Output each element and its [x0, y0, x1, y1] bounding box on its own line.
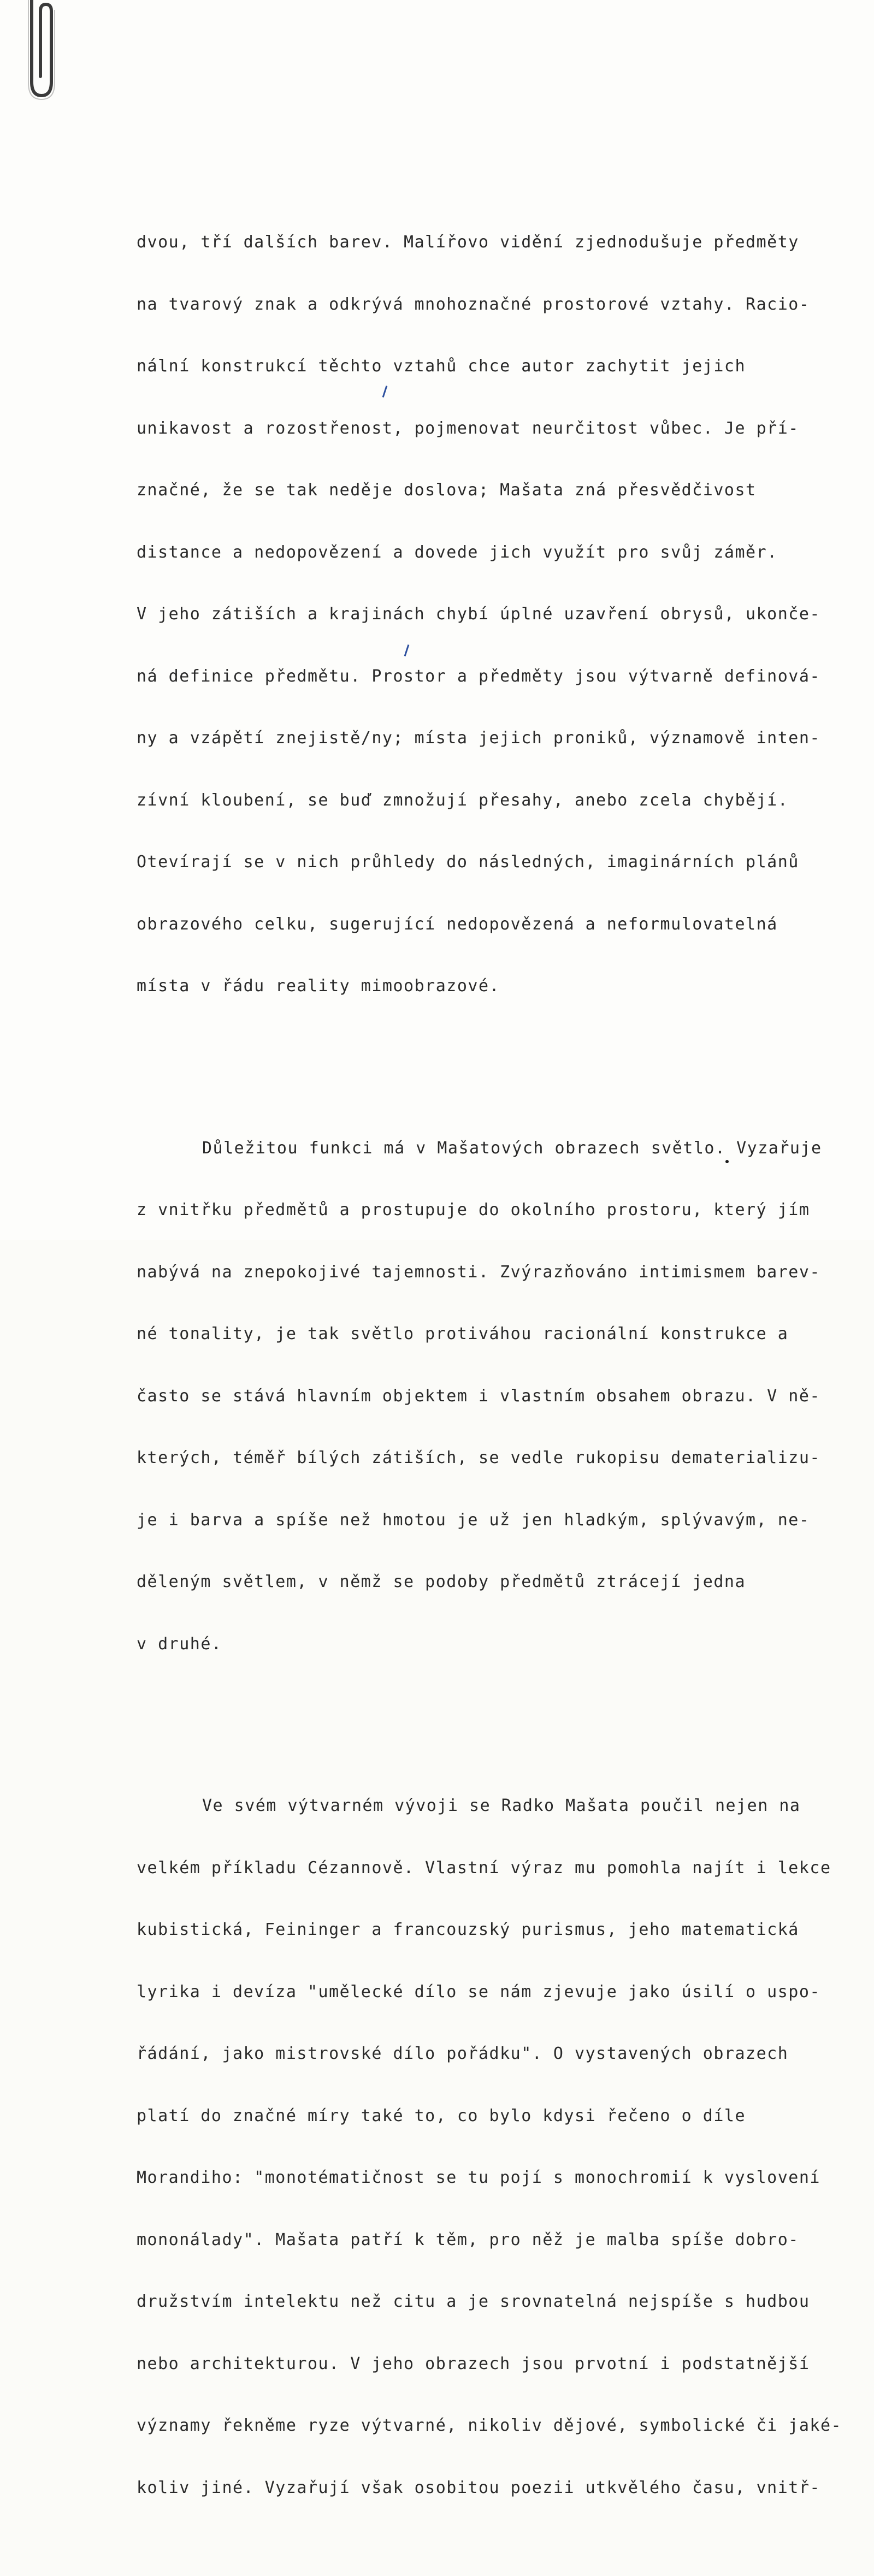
text-line: unikavost a rozostřenost, pojmenovat neurčitost vůbec. Je pří-	[137, 418, 799, 438]
text-line: Ve svém výtvarném vývoji se Radko Mašata poučil nejen na	[202, 1796, 801, 1815]
text-line: Důležitou funkci má v Mašatových obrazech světlo. Vyzařuje	[202, 1138, 822, 1158]
text-line: V jeho zátiších a krajinách chybí úplné uzavření obrysů, ukonče-	[137, 605, 820, 624]
text-line: družstvím intelektu než citu a je srovnatelná nejspíše s hudbou	[137, 2292, 810, 2311]
text-line: velkém příkladu Cézannově. Vlastní výraz mu pomohla najít i lekce	[137, 1858, 831, 1878]
text-line: kubistická, Feininger a francouzský purismus, jeho matematická	[137, 1920, 799, 1939]
text-line: obrazového celku, sugerující nedopovězená a neformulovatelná	[137, 914, 778, 934]
paper-speck	[725, 1160, 729, 1163]
paperclip-icon	[15, 0, 59, 104]
text-line: často se stává hlavním objektem i vlastním obsahem obrazu. V ně-	[137, 1386, 820, 1406]
text-line: ny a vzápětí znejistě/ny; místa jejich proniků, významově inten-	[137, 729, 820, 748]
text-line: dvou, tří dalších barev. Malířovo vidění zjednodušuje předměty	[137, 233, 799, 252]
text-line: nebo architekturou. V jeho obrazech jsou prvotní i podstatnější	[137, 2354, 810, 2373]
text-line: nální konstrukcí těchto vztahů chce autor zachytit jejich	[137, 357, 746, 376]
text-line: mononálady". Mašata patří k těm, pro něž je malba spíše dobro-	[137, 2230, 799, 2249]
text-line: ná definice předmětu. Prostor a předměty jsou výtvarně definová-	[137, 666, 820, 686]
text-line: významy řekněme ryze výtvarné, nikoliv dějové, symbolické či jaké-	[137, 2416, 842, 2435]
text-line: nabývá na znepokojivé tajemnosti. Zvýrazňováno intimismem barev-	[137, 1262, 820, 1282]
text-line: lyrika i devíza "umělecké dílo se nám zjevuje jako úsilí o uspo-	[137, 1982, 820, 2001]
typewritten-text	[137, 154, 863, 2576]
text-line: platí do značné míry také to, co bylo kdysi řečeno o díle	[137, 2106, 746, 2125]
text-line: místa v řádu reality mimoobrazové.	[137, 976, 500, 996]
text-line: né tonality, je tak světlo protiváhou racionální konstrukce a	[137, 1324, 789, 1343]
paragraph-3	[137, 1756, 863, 2538]
text-line: Otevírají se v nich průhledy do následných, imaginárních plánů	[137, 852, 799, 872]
text-line: koliv jiné. Vyzařují však osobitou poezii utkvělého času, vnitř-	[137, 2478, 820, 2497]
paragraph-2	[137, 1098, 863, 1695]
text-line: řádání, jako mistrovské dílo pořádku". O vystavených obrazech	[137, 2044, 789, 2063]
text-line: je i barva a spíše než hmotou je už jen hladkým, splývavým, ne-	[137, 1510, 810, 1530]
text-line: distance a nedopovězení a dovede jich využít pro svůj záměr.	[137, 542, 778, 562]
text-line: děleným světlem, v němž se podoby předmětů ztrácejí jedna	[137, 1572, 746, 1591]
text-line: kterých, téměř bílých zátiších, se vedle rukopisu dematerializu-	[137, 1448, 820, 1467]
text-line: značné, že se tak neděje doslova; Mašata zná přesvědčivost	[137, 481, 757, 500]
text-line: Morandiho: "monotématičnost se tu pojí s monochromií k vyslovení	[137, 2168, 820, 2187]
paragraph-1	[137, 192, 863, 1037]
text-line: z vnitřku předmětů a prostupuje do okolního prostoru, který jím	[137, 1200, 810, 1219]
text-line: zívní kloubení, se buď zmnožují přesahy, anebo zcela chybějí.	[137, 790, 789, 810]
text-line: v druhé.	[137, 1634, 222, 1654]
text-line: na tvarový znak a odkrývá mnohoznačné prostorové vztahy. Racio-	[137, 294, 810, 314]
